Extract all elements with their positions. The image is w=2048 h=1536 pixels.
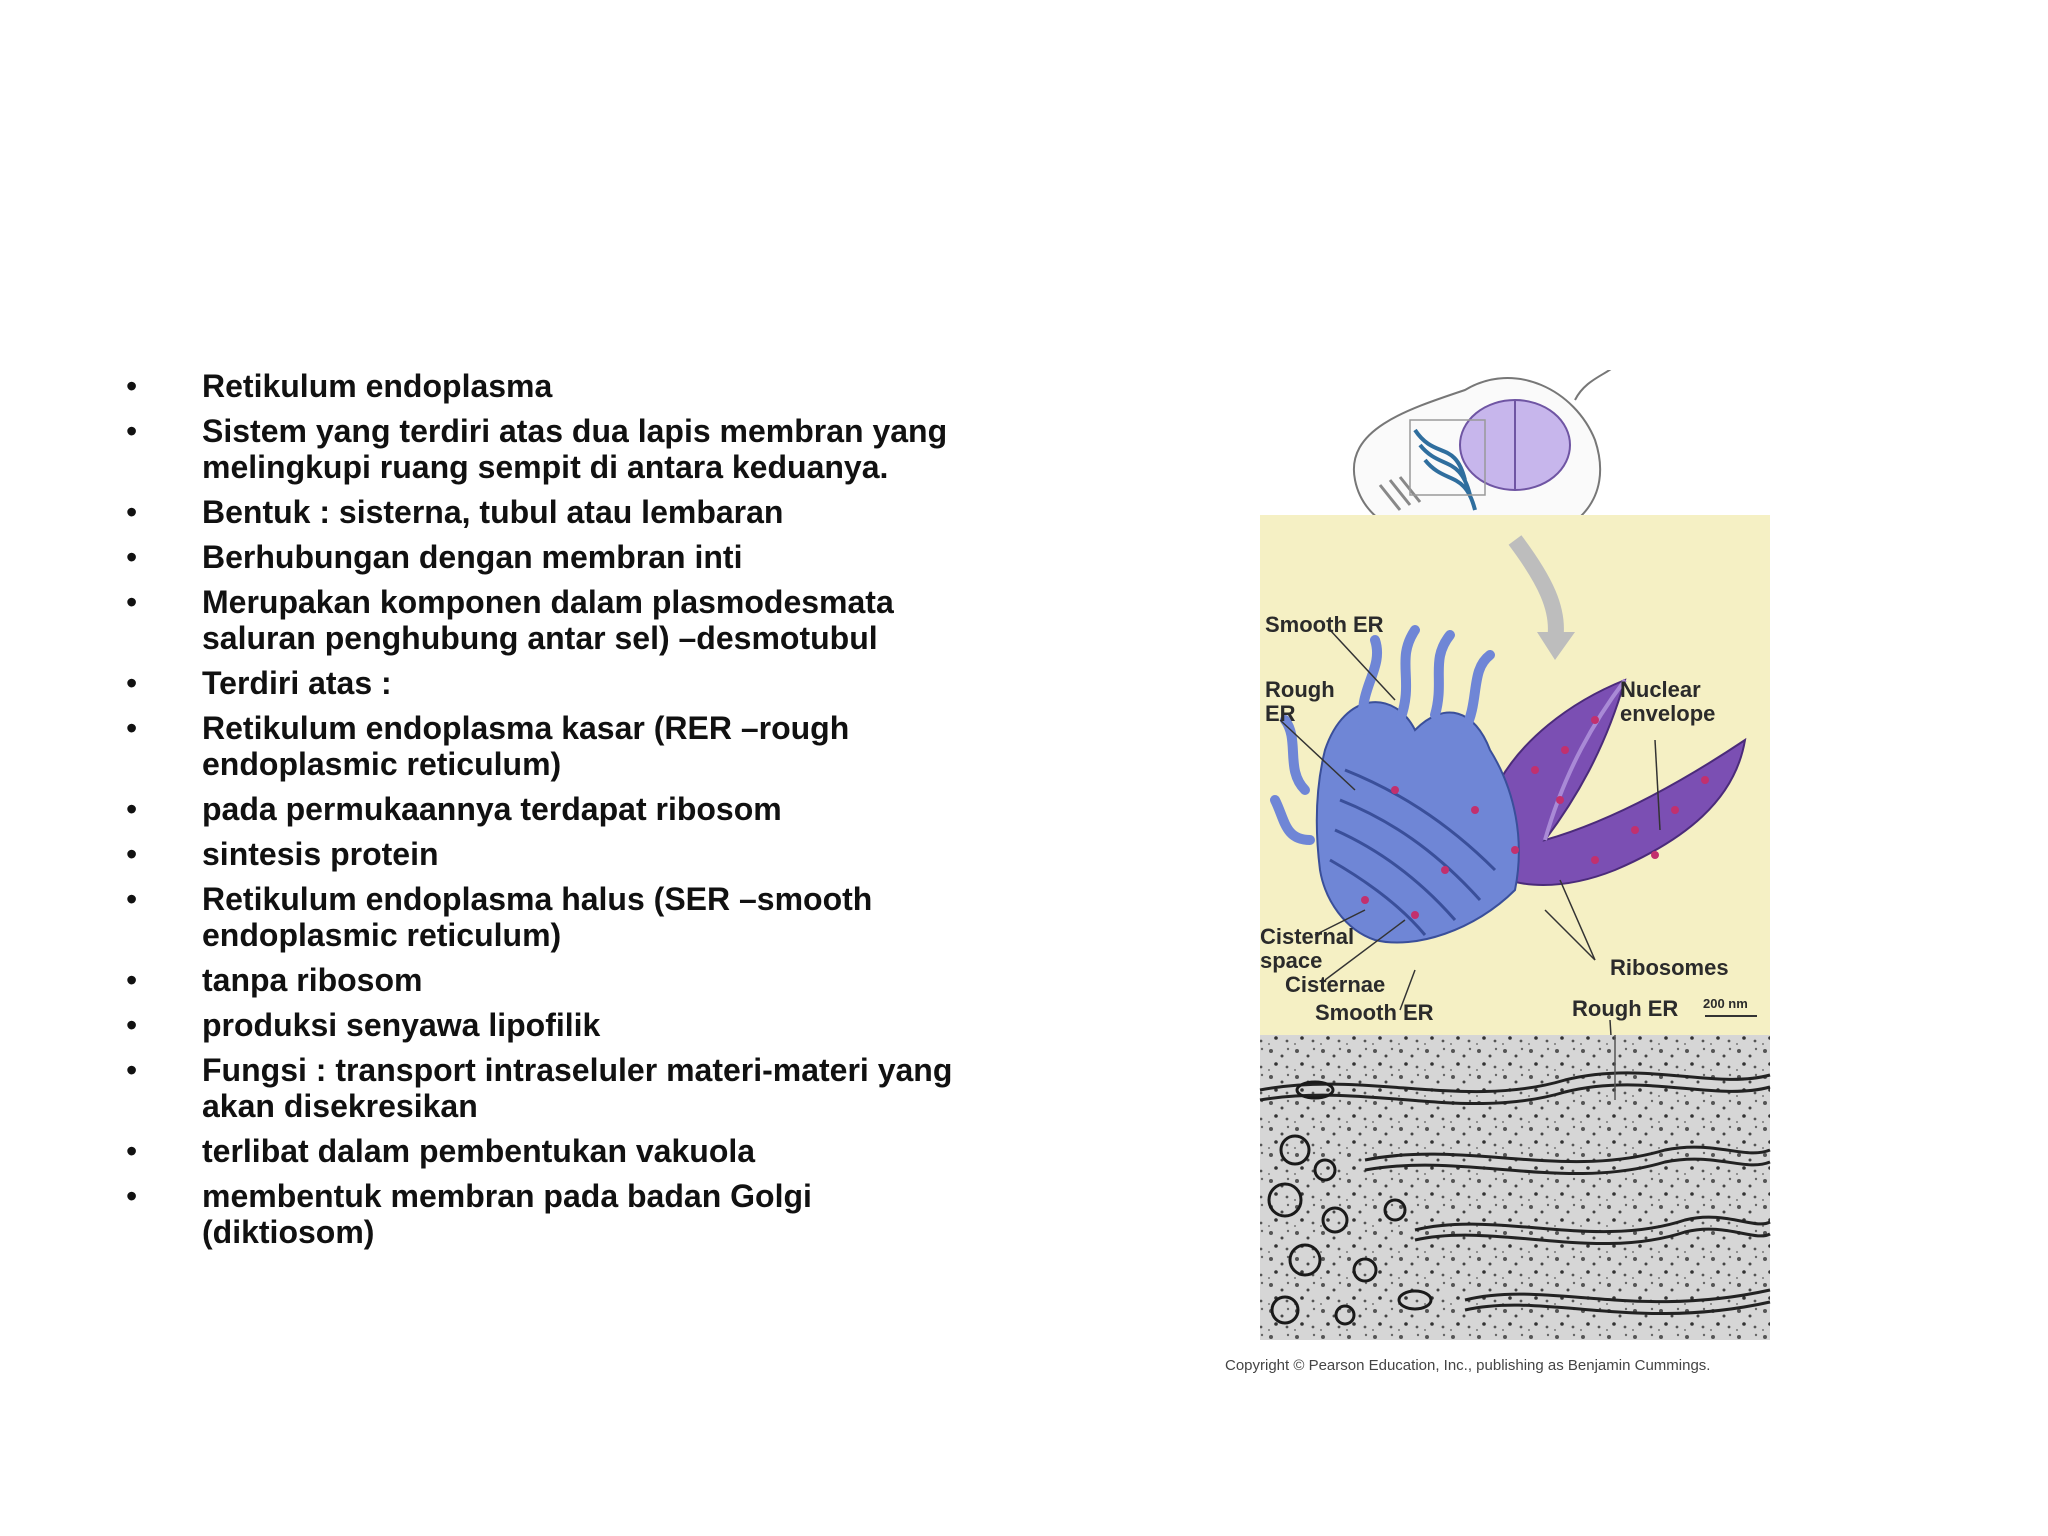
bullet-line: Retikulum endoplasma xyxy=(202,368,553,404)
bullet-line: Sistem yang terdiri atas dua lapis membran yang xyxy=(202,413,948,449)
bullet-item xyxy=(120,368,1000,404)
bullet-dot: • xyxy=(126,1007,138,1043)
bullet-dot: • xyxy=(126,584,138,620)
label-cisternal-space-1: Cisternal xyxy=(1260,924,1355,949)
bullet-line: melingkupi ruang sempit di antara keduanya. xyxy=(202,449,889,485)
er-diagram xyxy=(1215,370,1815,1390)
bullet-item xyxy=(120,1052,1000,1124)
electron-micrograph xyxy=(1260,1035,1770,1340)
bullet-line: Terdiri atas : xyxy=(202,665,392,701)
label-smooth-er-bottom: Smooth ER xyxy=(1315,1000,1434,1025)
copyright-text: Copyright © Pearson Education, Inc., publishing as Benjamin Cummings. xyxy=(1225,1357,1711,1374)
bullet-item xyxy=(120,962,1000,998)
bullet-line: Berhubungan dengan membran inti xyxy=(202,539,743,575)
bullet-item xyxy=(120,494,1000,530)
bullet-dot: • xyxy=(126,413,138,449)
bullet-line: membentuk membran pada badan Golgi xyxy=(202,1178,812,1214)
bullet-item xyxy=(120,1178,1000,1250)
bullet-dot: • xyxy=(126,368,138,404)
bullet-line: Retikulum endoplasma halus (SER –smooth xyxy=(202,881,873,917)
bullet-line: (diktiosom) xyxy=(202,1214,375,1250)
bullet-list xyxy=(120,368,1000,1259)
label-rough-er-2: ER xyxy=(1265,701,1296,726)
bullet-item xyxy=(120,665,1000,701)
bullet-item xyxy=(120,881,1000,953)
label-scale-bar: 200 nm xyxy=(1703,996,1748,1011)
bullet-dot: • xyxy=(126,710,138,746)
bullet-line: Bentuk : sisterna, tubul atau lembaran xyxy=(202,494,784,530)
bullet-line: sintesis protein xyxy=(202,836,439,872)
bullet-dot: • xyxy=(126,791,138,827)
bullet-item xyxy=(120,836,1000,872)
label-cisternae: Cisternae xyxy=(1285,972,1386,997)
bullet-item xyxy=(120,1133,1000,1169)
bullet-dot: • xyxy=(126,665,138,701)
bullet-line: tanpa ribosom xyxy=(202,962,423,998)
bullet-line: Merupakan komponen dalam plasmodesmata xyxy=(202,584,894,620)
bullet-item xyxy=(120,1007,1000,1043)
bullet-dot: • xyxy=(126,539,138,575)
bullet-line: endoplasmic reticulum) xyxy=(202,746,562,782)
bullet-item xyxy=(120,710,1000,782)
label-nuclear-envelope-2: envelope xyxy=(1620,701,1716,726)
bullet-line: pada permukaannya terdapat ribosom xyxy=(202,791,782,827)
bullet-dot: • xyxy=(126,1133,138,1169)
bullet-item xyxy=(120,539,1000,575)
bullet-line: Retikulum endoplasma kasar (RER –rough xyxy=(202,710,850,746)
bullet-line: akan disekresikan xyxy=(202,1088,478,1124)
bullet-dot: • xyxy=(126,881,138,917)
er-figure xyxy=(1215,370,1815,1390)
label-nuclear-envelope-1: Nuclear xyxy=(1620,677,1701,702)
label-smooth-er-top: Smooth ER xyxy=(1265,612,1384,637)
bullet-dot: • xyxy=(126,836,138,872)
bullet-line: terlibat dalam pembentukan vakuola xyxy=(202,1133,756,1169)
bullet-line: produksi senyawa lipofilik xyxy=(202,1007,601,1043)
bullet-dot: • xyxy=(126,962,138,998)
bullet-dot: • xyxy=(126,1178,138,1214)
bullet-line: saluran penghubung antar sel) –desmotubul xyxy=(202,620,878,656)
label-rough-er-bottom: Rough ER xyxy=(1572,996,1679,1021)
bullet-line: endoplasmic reticulum) xyxy=(202,917,562,953)
bullet-dot: • xyxy=(126,1052,138,1088)
label-rough-er-1: Rough xyxy=(1265,677,1335,702)
label-ribosomes: Ribosomes xyxy=(1610,955,1729,980)
bullet-item xyxy=(120,791,1000,827)
bullet-item xyxy=(120,584,1000,656)
bullet-dot: • xyxy=(126,494,138,530)
bullet-item xyxy=(120,413,1000,485)
label-cisternal-space-2: space xyxy=(1260,948,1323,973)
bullet-line: Fungsi : transport intraseluler materi-materi yang xyxy=(202,1052,953,1088)
